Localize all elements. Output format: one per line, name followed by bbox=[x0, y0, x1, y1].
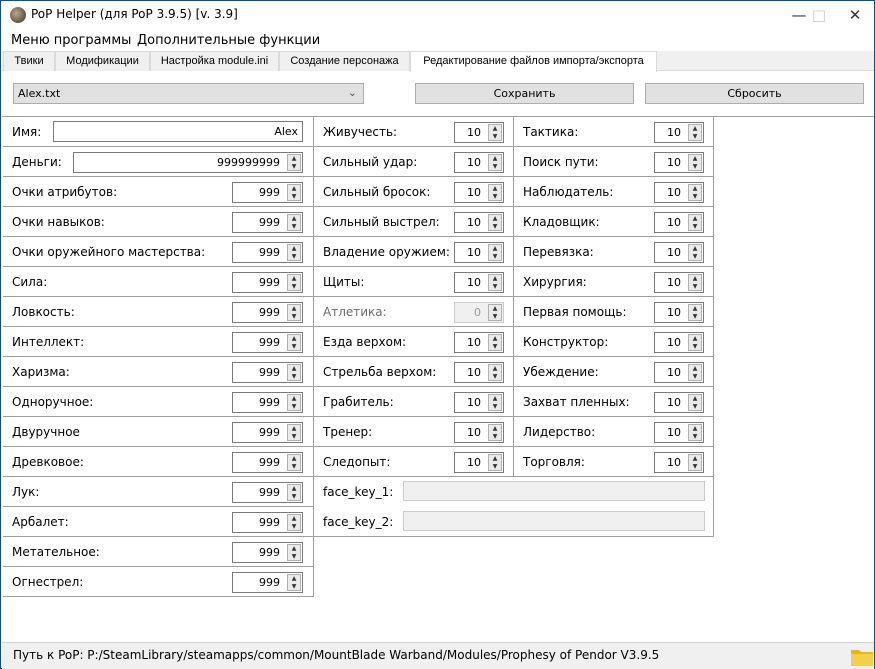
stat-value: 10 bbox=[467, 126, 481, 139]
stat-spinner[interactable] bbox=[232, 452, 303, 473]
stat-value: 999 bbox=[259, 366, 280, 379]
stat-label: Харизма: bbox=[12, 365, 70, 379]
stat-spinner[interactable] bbox=[232, 302, 303, 323]
stat-row bbox=[514, 447, 714, 477]
stat-spinner[interactable] bbox=[454, 452, 504, 473]
stat-label: Торговля: bbox=[523, 455, 585, 469]
stat-row bbox=[514, 147, 714, 177]
stat-spinner[interactable] bbox=[232, 572, 303, 593]
stat-spinner[interactable] bbox=[232, 182, 303, 203]
stat-row bbox=[514, 417, 714, 447]
stat-label: Двуручное bbox=[12, 425, 80, 439]
stat-label: Сильный выстрел: bbox=[323, 215, 440, 229]
stat-spinner[interactable] bbox=[232, 272, 303, 293]
tab-edit-import-export[interactable]: Редактирование файлов импорта/экспорта bbox=[410, 51, 657, 72]
stat-spinner[interactable] bbox=[454, 242, 504, 263]
face-key-label: face_key_2: bbox=[323, 515, 394, 529]
stat-value: 10 bbox=[467, 396, 481, 409]
stat-row bbox=[3, 207, 314, 237]
stat-row bbox=[514, 357, 714, 387]
stat-row bbox=[514, 177, 714, 207]
stat-label: Лидерство: bbox=[523, 425, 596, 439]
stat-label: Грабитель: bbox=[323, 395, 394, 409]
stat-row bbox=[314, 327, 514, 357]
stat-label: Сильный удар: bbox=[323, 155, 418, 169]
stat-row bbox=[3, 537, 314, 567]
folder-icon[interactable] bbox=[851, 648, 873, 666]
stat-label: Убеждение: bbox=[523, 365, 599, 379]
status-bar bbox=[2, 642, 874, 669]
stat-row bbox=[514, 297, 714, 327]
stat-label: Тактика: bbox=[523, 125, 579, 139]
stat-spinner[interactable] bbox=[73, 152, 303, 173]
stat-value: 999 bbox=[259, 546, 280, 559]
spinner-arrows-icon[interactable]: ▲ ▼ bbox=[488, 274, 502, 291]
stat-row bbox=[514, 327, 714, 357]
spinner-arrows-icon[interactable]: ▲ ▼ bbox=[688, 274, 702, 291]
stat-row bbox=[314, 387, 514, 417]
stat-value: 10 bbox=[467, 426, 481, 439]
stat-row bbox=[314, 417, 514, 447]
stat-spinner[interactable] bbox=[232, 332, 303, 353]
stat-label: Стрельба верхом: bbox=[323, 365, 437, 379]
stat-value: 10 bbox=[667, 186, 681, 199]
stat-label: Кладовщик: bbox=[523, 215, 600, 229]
stat-value: 999 bbox=[259, 216, 280, 229]
stat-row bbox=[314, 237, 514, 267]
stat-label: Очки атрибутов: bbox=[12, 185, 118, 199]
stat-value: 999 bbox=[259, 516, 280, 529]
stat-spinner[interactable] bbox=[454, 392, 504, 413]
stat-value: 10 bbox=[667, 336, 681, 349]
stat-value: 999 bbox=[259, 396, 280, 409]
stat-spinner[interactable] bbox=[454, 332, 504, 353]
stat-row bbox=[314, 267, 514, 297]
stat-value: 10 bbox=[667, 366, 681, 379]
stat-row bbox=[3, 297, 314, 327]
stat-label: Атлетика: bbox=[323, 305, 387, 319]
stat-label: Поиск пути: bbox=[523, 155, 599, 169]
minimize-button[interactable]: — bbox=[791, 6, 807, 24]
spinner-arrows-icon[interactable]: ▲ ▼ bbox=[287, 154, 301, 171]
stat-row bbox=[3, 147, 314, 177]
stat-value: 10 bbox=[467, 456, 481, 469]
app-icon bbox=[10, 7, 26, 23]
spinner-arrows-icon[interactable]: ▲ ▼ bbox=[688, 184, 702, 201]
stat-row bbox=[314, 297, 514, 327]
stat-spinner[interactable] bbox=[232, 362, 303, 383]
spinner-arrows-icon[interactable]: ▲ ▼ bbox=[287, 364, 301, 381]
stat-spinner[interactable] bbox=[232, 242, 303, 263]
spinner-arrows-icon[interactable]: ▲ ▼ bbox=[488, 124, 502, 141]
spinner-arrows-icon[interactable]: ▲ ▼ bbox=[287, 334, 301, 351]
stat-value: 10 bbox=[667, 126, 681, 139]
stat-spinner[interactable] bbox=[232, 212, 303, 233]
stat-value: 10 bbox=[467, 246, 481, 259]
file-select-value: Alex.txt bbox=[18, 87, 61, 100]
spinner-arrows-icon[interactable]: ▲ ▼ bbox=[287, 184, 301, 201]
stat-value: 999 bbox=[259, 456, 280, 469]
stat-spinner[interactable] bbox=[654, 182, 704, 203]
stat-row bbox=[314, 447, 514, 477]
face-key-input[interactable] bbox=[403, 511, 705, 531]
stat-label: Сила: bbox=[12, 275, 48, 289]
stat-spinner[interactable] bbox=[654, 422, 704, 443]
spinner-arrows-icon[interactable]: ▲ ▼ bbox=[287, 514, 301, 531]
reset-button[interactable]: Сбросить bbox=[645, 83, 864, 104]
stat-label: Деньги: bbox=[12, 155, 62, 169]
stat-row bbox=[3, 417, 314, 447]
spinner-arrows-icon[interactable]: ▲ ▼ bbox=[688, 454, 702, 471]
spinner-arrows-icon[interactable]: ▲ ▼ bbox=[688, 214, 702, 231]
stat-value: 999 bbox=[259, 336, 280, 349]
stat-label: Захват пленных: bbox=[523, 395, 630, 409]
stat-spinner[interactable] bbox=[454, 152, 504, 173]
stat-row bbox=[514, 207, 714, 237]
stat-label: Наблюдатель: bbox=[523, 185, 614, 199]
spinner-arrows-icon[interactable]: ▲ ▼ bbox=[287, 424, 301, 441]
spinner-arrows-icon[interactable]: ▲ ▼ bbox=[287, 394, 301, 411]
spinner-arrows-icon[interactable]: ▲ ▼ bbox=[688, 124, 702, 141]
stat-label: Езда верхом: bbox=[323, 335, 407, 349]
stat-label: Следопыт: bbox=[323, 455, 391, 469]
stat-spinner[interactable] bbox=[654, 272, 704, 293]
stat-value: 10 bbox=[667, 396, 681, 409]
stat-value: 999999999 bbox=[217, 156, 280, 169]
stat-value: 10 bbox=[467, 156, 481, 169]
spinner-arrows-icon[interactable]: ▲ ▼ bbox=[287, 454, 301, 471]
stat-spinner[interactable] bbox=[654, 392, 704, 413]
stat-label: Хирургия: bbox=[523, 275, 587, 289]
stat-row bbox=[314, 207, 514, 237]
stat-label: Имя: bbox=[12, 125, 42, 139]
spinner-arrows-icon[interactable]: ▲ ▼ bbox=[287, 544, 301, 561]
stat-value: 999 bbox=[259, 486, 280, 499]
spinner-arrows-icon[interactable]: ▲ ▼ bbox=[287, 304, 301, 321]
tab-module-ini[interactable]: Настройка module.ini bbox=[150, 51, 279, 71]
stat-value: 10 bbox=[667, 456, 681, 469]
spinner-arrows-icon[interactable]: ▲ ▼ bbox=[688, 244, 702, 261]
stat-spinner[interactable] bbox=[654, 212, 704, 233]
stat-value: 10 bbox=[467, 186, 481, 199]
spinner-arrows-icon[interactable]: ▲ ▼ bbox=[287, 574, 301, 591]
stat-row bbox=[3, 477, 314, 507]
stat-value: 10 bbox=[467, 216, 481, 229]
spinner-arrows-icon[interactable]: ▲ ▼ bbox=[488, 214, 502, 231]
stat-value: 10 bbox=[667, 246, 681, 259]
spinner-arrows-icon[interactable]: ▲ ▼ bbox=[688, 304, 702, 321]
stat-spinner[interactable] bbox=[232, 512, 303, 533]
tab-modifications[interactable]: Модификации bbox=[55, 51, 150, 71]
stat-row bbox=[314, 147, 514, 177]
stat-row bbox=[314, 117, 514, 147]
spinner-arrows-icon[interactable]: ▲ ▼ bbox=[688, 394, 702, 411]
stat-value: 10 bbox=[467, 276, 481, 289]
face-key-label: face_key_1: bbox=[323, 485, 394, 499]
stat-row bbox=[314, 177, 514, 207]
stat-label: Тренер: bbox=[323, 425, 373, 439]
tab-tweaks[interactable]: Твики bbox=[3, 51, 55, 71]
spinner-arrows-icon[interactable]: ▲ ▼ bbox=[488, 184, 502, 201]
stat-value: 999 bbox=[259, 186, 280, 199]
spinner-arrows-icon[interactable]: ▲ ▼ bbox=[287, 244, 301, 261]
stat-spinner[interactable] bbox=[654, 332, 704, 353]
spinner-arrows-icon[interactable]: ▲ ▼ bbox=[688, 154, 702, 171]
stat-value: 999 bbox=[259, 276, 280, 289]
stat-value: 999 bbox=[259, 246, 280, 259]
stat-spinner[interactable] bbox=[454, 122, 504, 143]
spinner-arrows-icon[interactable]: ▲ ▼ bbox=[488, 394, 502, 411]
stat-label: Интеллект: bbox=[12, 335, 85, 349]
stat-label: Первая помощь: bbox=[523, 305, 627, 319]
stat-row bbox=[3, 507, 314, 537]
stat-row bbox=[514, 117, 714, 147]
stat-row bbox=[3, 567, 314, 597]
stat-value: 10 bbox=[667, 156, 681, 169]
stat-row bbox=[3, 267, 314, 297]
name-input[interactable]: Alex bbox=[53, 121, 303, 142]
stat-label: Щиты: bbox=[323, 275, 365, 289]
stat-spinner[interactable] bbox=[654, 362, 704, 383]
stat-value: 999 bbox=[259, 306, 280, 319]
stat-row bbox=[3, 177, 314, 207]
pop-path: Путь к PoP: P:/SteamLibrary/steamapps/common/MountBlade Warband/Modules/Prophesy of Pendor V3.9.5 bbox=[13, 648, 660, 662]
face-key-input[interactable] bbox=[403, 481, 705, 501]
stat-label: Метательное: bbox=[12, 545, 100, 559]
spinner-arrows-icon[interactable]: ▲ ▼ bbox=[688, 334, 702, 351]
stat-spinner[interactable] bbox=[232, 542, 303, 563]
stat-label: Владение оружием: bbox=[323, 245, 450, 259]
stat-row bbox=[3, 237, 314, 267]
stat-value: 999 bbox=[259, 576, 280, 589]
stat-spinner[interactable] bbox=[454, 182, 504, 203]
stat-value: 10 bbox=[667, 216, 681, 229]
save-button[interactable]: Сохранить bbox=[415, 83, 634, 104]
stat-label: Ловкость: bbox=[12, 305, 75, 319]
face-key-row bbox=[314, 477, 714, 507]
spinner-arrows-icon[interactable]: ▲ ▼ bbox=[287, 274, 301, 291]
stat-row bbox=[3, 117, 314, 147]
menu-extra-functions[interactable]: Дополнительные функции bbox=[137, 33, 321, 48]
stat-label: Очки навыков: bbox=[12, 215, 105, 229]
stat-label: Живучесть: bbox=[323, 125, 398, 139]
file-select[interactable] bbox=[13, 83, 364, 104]
stat-row bbox=[3, 357, 314, 387]
stat-row bbox=[314, 357, 514, 387]
close-button[interactable]: ✕ bbox=[848, 6, 862, 24]
stat-row bbox=[3, 387, 314, 417]
stat-spinner[interactable] bbox=[454, 362, 504, 383]
stat-value: 10 bbox=[667, 276, 681, 289]
stat-label: Лук: bbox=[12, 485, 40, 499]
stat-spinner[interactable] bbox=[654, 152, 704, 173]
stat-spinner[interactable] bbox=[654, 122, 704, 143]
stat-label: Древковое: bbox=[12, 455, 84, 469]
chevron-down-icon: ⌄ bbox=[347, 86, 357, 99]
spinner-arrows-icon[interactable]: ▲ ▼ bbox=[287, 214, 301, 231]
spinner-arrows-icon[interactable]: ▲ ▼ bbox=[488, 454, 502, 471]
stat-row bbox=[3, 447, 314, 477]
stat-spinner[interactable] bbox=[654, 452, 704, 473]
stat-spinner[interactable] bbox=[454, 302, 504, 323]
spinner-arrows-icon[interactable]: ▲ ▼ bbox=[688, 364, 702, 381]
stat-value: 999 bbox=[259, 426, 280, 439]
spinner-arrows-icon[interactable]: ▲ ▼ bbox=[488, 304, 502, 321]
stat-label: Арбалет: bbox=[12, 515, 69, 529]
spinner-arrows-icon[interactable]: ▲ ▼ bbox=[488, 364, 502, 381]
window-title: PoP Helper (для PoP 3.9.5) [v. 3.9] bbox=[31, 7, 238, 21]
stat-value: 10 bbox=[467, 366, 481, 379]
stat-spinner[interactable] bbox=[654, 302, 704, 323]
stat-label: Одноручное: bbox=[12, 395, 94, 409]
spinner-arrows-icon[interactable]: ▲ ▼ bbox=[688, 424, 702, 441]
menu-program[interactable]: Меню программы bbox=[11, 33, 132, 48]
stat-spinner[interactable] bbox=[454, 212, 504, 233]
stat-value: 10 bbox=[667, 426, 681, 439]
face-key-row bbox=[314, 507, 714, 537]
stat-label: Сильный бросок: bbox=[323, 185, 431, 199]
spinner-arrows-icon[interactable]: ▲ ▼ bbox=[287, 484, 301, 501]
tab-character-creation[interactable]: Создание персонажа bbox=[279, 51, 410, 71]
stat-row bbox=[514, 237, 714, 267]
stat-label: Перевязка: bbox=[523, 245, 594, 259]
stat-row bbox=[514, 267, 714, 297]
stat-spinner[interactable] bbox=[232, 422, 303, 443]
spinner-arrows-icon[interactable]: ▲ ▼ bbox=[488, 424, 502, 441]
stat-value: 10 bbox=[467, 336, 481, 349]
spinner-arrows-icon[interactable]: ▲ ▼ bbox=[488, 244, 502, 261]
stat-value: 0 bbox=[474, 306, 481, 319]
spinner-arrows-icon[interactable]: ▲ ▼ bbox=[488, 334, 502, 351]
stat-spinner[interactable] bbox=[654, 242, 704, 263]
stat-label: Конструктор: bbox=[523, 335, 609, 349]
stat-spinner[interactable] bbox=[454, 272, 504, 293]
maximize-button[interactable]: □ bbox=[811, 6, 827, 24]
stat-spinner[interactable] bbox=[454, 422, 504, 443]
stat-label: Огнестрел: bbox=[12, 575, 84, 589]
stat-label: Очки оружейного мастерства: bbox=[12, 245, 206, 259]
stat-spinner[interactable] bbox=[232, 482, 303, 503]
stat-row bbox=[514, 387, 714, 417]
spinner-arrows-icon[interactable]: ▲ ▼ bbox=[488, 154, 502, 171]
stat-row bbox=[3, 327, 314, 357]
stat-spinner[interactable] bbox=[232, 392, 303, 413]
stat-value: 10 bbox=[667, 306, 681, 319]
